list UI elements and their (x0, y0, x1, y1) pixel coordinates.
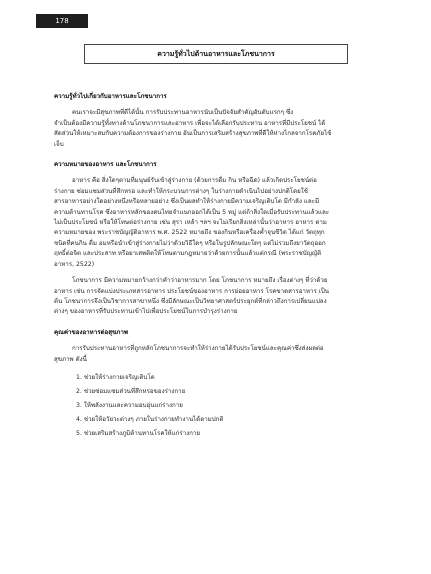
paragraph-line: ไม่เป็นประโยชน์ หรือให้โทษต่อร่างกาย เช่น สุรา เหล้า ฯลฯ จะไม่เรียกสิ่งเหล่านั้นว่าอาหาร อาหาร ตาม (54, 219, 327, 227)
section-heading-value: คุณค่าของอาหารต่อสุขภาพ (54, 328, 128, 336)
paragraph-line: ร่างกาย ซ่อมแซมส่วนที่สึกหรอ และทำให้กระบวนการต่างๆ ในร่างกายดำเนินไปอย่างปกติโดยใช้ (54, 187, 308, 195)
list-item: 1. ช่วยให้ร่างกายเจริญเติบโต (76, 373, 155, 381)
section-heading-general: ความรู้ทั่วไปเกี่ยวกับอาหารและโภชนาการ (54, 93, 167, 100)
page-number-tab: 178 (36, 14, 88, 28)
document-body (54, 92, 376, 441)
list-item: 3. ให้พลังงานและความอบอุ่นแก่ร่างกาย (76, 401, 183, 409)
paragraph-line: ต้น โภชนาการจึงเป็นวิชาการสาขาหนึ่ง ซึ่งมีลักษณะเป็นวิทยาศาสตร์ประยุกต์ที่กล่าวถึงการเปลี่ยนแปลง (54, 297, 327, 305)
paragraph-line: สุขภาพ ดังนี้ (54, 355, 87, 363)
paragraph-line: การรับประทานอาหารที่ถูกหลักโภชนาการจะทำให้ร่างกายได้รับประโยชน์และคุณค่าซึ่งส่งผลต่อ (72, 345, 324, 353)
paragraph-line: ความต้านทานโรค ซึ่งอาหารหลักของคนไทยจำแนกออกได้เป็น 5 หมู่ แต่ถ้าสิ่งใดเมื่อรับประทานแล้วและ (54, 208, 330, 216)
paragraph-line: อาหาร, 2522) (54, 260, 95, 268)
paragraph-line: จำเป็นต้องมีความรู้ทั้งทางด้านโภชนาการและอาหาร เพื่อจะได้เลือกรับประทาน อาหารที่มีประโยชน์ ได้ (54, 119, 326, 127)
paragraph-line: ความหมายของ พระราชบัญญัติอาหาร พ.ศ. 2522 หมายถึง ของกินหรือเครื่องค้ำจุนชีวิต ได้แก่ วัตถุทุก (54, 229, 325, 237)
list-item: 4. ช่วยให้อวัยวะต่างๆ ภายในร่างกายทำงานได้ตามปกติ (76, 415, 224, 423)
paragraph-line: สัดส่วนให้เหมาะสมกับความต้องการของร่างกาย อันเป็นการเสริมสร้างสุขภาพที่ดีให้ห่างไกลจากโรคภัยไข้ (54, 130, 332, 138)
paragraph-line: อาหาร เช่น การจัดแบ่งประเภทสารอาหาร ประโยชน์ของอาหาร การย่อยอาหาร โรคขาดสารอาหาร เป็น (54, 287, 330, 295)
paragraph-line: อาหาร คือ สิ่งใดๆตามที่มนุษย์รับเข้าสู่ร่างกาย (ด้วยการดื่ม กิน หรือฉีด) แล้วเกิดประโยชน์ต่อ (72, 177, 317, 185)
paragraph-line: ฤทธิ์ต่อจิต และประสาท หรือยาเสพติดให้โทษตามกฎหมายว่าด้วยการนั้นแล้วแต่กรณี (พระราชบัญญัติ (54, 250, 322, 258)
list-item: 2. ช่วยซ่อมแซมส่วนที่สึกหรอของร่างกาย (76, 387, 186, 395)
paragraph-line: ต่างๆ ของอาหารที่รับประทานเข้าไปเพื่อประโยชน์ในการบำรุงร่างกาย (54, 308, 238, 316)
section-heading-definition: ความหมายของอาหาร และโภชนาการ (54, 161, 157, 169)
list-item: 5. ช่วยเสริมสร้างภูมิต้านทานโรคให้แก่ร่างกาย (76, 429, 201, 437)
paragraph-line: ชนิดที่คนกิน ดื่ม อมหรือนำเข้าสู่ร่างกายไม่ว่าด้วยวิธีใดๆ หรือในรูปลักษณะใดๆ แต่ไม่รวมถึงยาวัตถุออก (54, 239, 326, 247)
paragraph-line: เจ็บ (54, 140, 64, 148)
benefits-list (54, 371, 376, 441)
paragraph-line: คนเราจะมีสุขภาพที่ดีได้นั้น การรับประทานอาหารนับเป็นปัจจัยสำคัญอันดับแรกๆ ซึ่ง (72, 109, 294, 117)
paragraph-line: สารอาหารอย่างใดอย่างหนึ่งหรือหลายอย่าง ซึ่งเป็นผลทำให้ร่างกายมีความเจริญเติบโต มีกำลัง และมี (54, 198, 320, 206)
page-title: ความรู้ทั่วไปด้านอาหารและโภชนาการ (84, 44, 348, 64)
paragraph-line: โภชนาการ มีความหมายกว้างกว่าคำว่าอาหารมาก โดย โภชนาการ หมายถึง เรื่องต่างๆ ที่ว่าด้วย (72, 277, 328, 285)
